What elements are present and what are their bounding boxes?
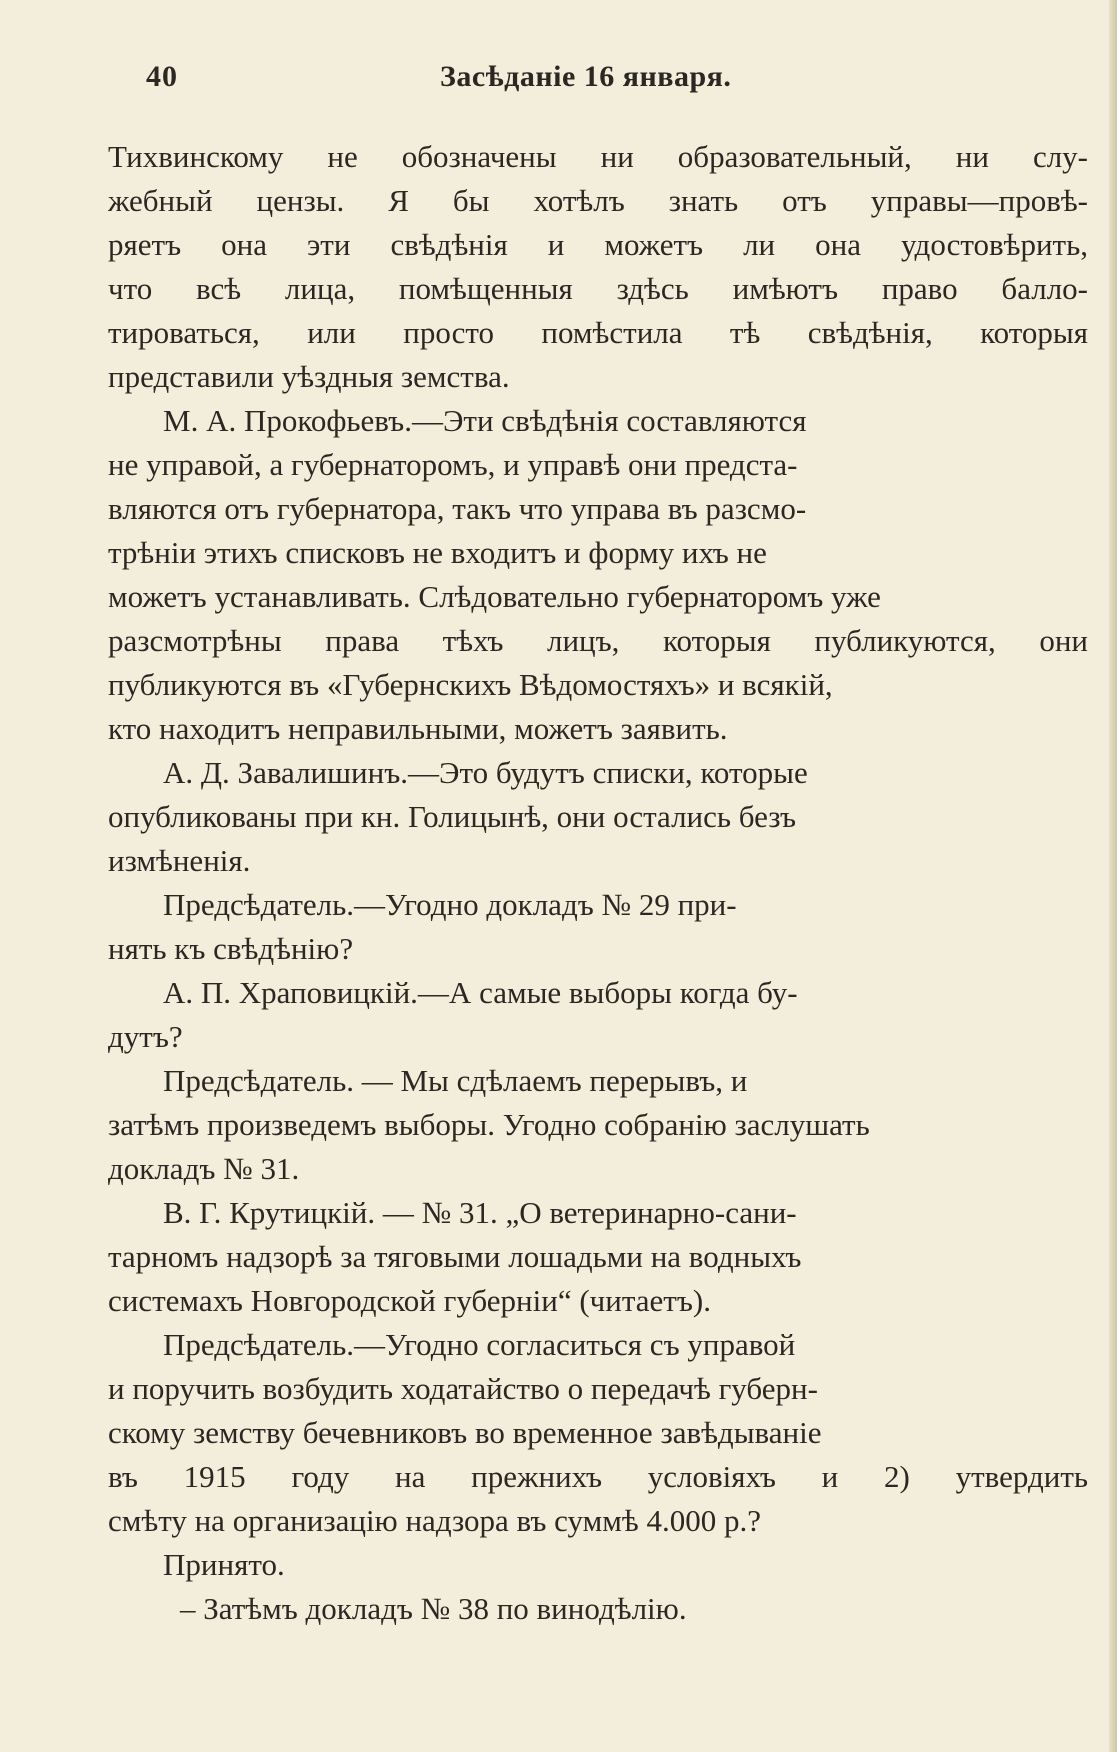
speaker-line: А. Д. Завалишинъ.—Это будутъ списки, которые <box>163 755 808 790</box>
text-line: системахъ Новгородской губерніи“ (читаетъ). <box>108 1283 711 1318</box>
text-line: тарномъ надзорѣ за тяговыми лошадьми на водныхъ <box>108 1239 802 1274</box>
text-line: смѣту на организацію надзора въ суммѣ 4.000 р.? <box>108 1503 761 1538</box>
text-line: измѣненія. <box>108 843 251 878</box>
speaker-line: А. П. Храповицкій.—А самые выборы когда бу- <box>163 975 798 1010</box>
text-line: въ 1915 году на прежнихъ условіяхъ и 2) утвердить <box>108 1459 1088 1494</box>
text-line: трѣніи этихъ списковъ не входитъ и форму ихъ не <box>108 535 767 570</box>
text-line: жебный цензы. Я бы хотѣлъ знать отъ управы—провѣ- <box>108 183 1088 218</box>
speaker-line: Предсѣдатель.—Угодно докладъ № 29 при- <box>163 887 737 922</box>
text-line: представили уѣздныя земства. <box>108 359 510 394</box>
body-text <box>108 135 1088 1631</box>
page-header <box>110 60 1090 104</box>
text-line: – Затѣмъ докладъ № 38 по винодѣлію. <box>180 1591 687 1626</box>
speaker-line: Предсѣдатель.—Угодно согласиться съ управой <box>163 1327 796 1362</box>
text-line: можетъ устанавливать. Слѣдовательно губернаторомъ уже <box>108 579 881 614</box>
text-line: публикуются въ «Губернскихъ Вѣдомостяхъ» и всякій, <box>108 667 833 702</box>
text-line: кто находитъ неправильными, можетъ заявить. <box>108 711 728 746</box>
text-line: Тихвинскому не обозначены ни образовательный, ни слу- <box>108 139 1088 174</box>
text-line: затѣмъ произведемъ выборы. Угодно собранію заслушать <box>108 1107 870 1142</box>
running-title: Засѣданіе 16 января. <box>440 60 732 93</box>
speaker-line: М. А. Прокофьевъ.—Эти свѣдѣнія составляются <box>163 403 807 438</box>
text-line: дутъ? <box>108 1019 183 1054</box>
text-line: скому земству бечевниковъ во временное завѣдываніе <box>108 1415 822 1450</box>
text-line: вляются отъ губернатора, такъ что управа въ разсмо- <box>108 491 807 526</box>
speaker-line: В. Г. Крутицкій. — № 31. „О ветеринарно-сани- <box>163 1195 797 1230</box>
text-line: разсмотрѣны права тѣхъ лицъ, которыя публикуются, они <box>108 623 1088 658</box>
text-line: Принято. <box>163 1547 285 1582</box>
text-line: не управой, а губернаторомъ, и управѣ они предста- <box>108 447 798 482</box>
text-line: опубликованы при кн. Голицынѣ, они остались безъ <box>108 799 797 834</box>
text-line: тироваться, или просто помѣстила тѣ свѣдѣнія, которыя <box>108 315 1088 350</box>
speaker-line: Предсѣдатель. — Мы сдѣлаемъ перерывъ, и <box>163 1063 748 1098</box>
text-line: и поручить возбудить ходатайство о передачѣ губерн- <box>108 1371 818 1406</box>
text-line: докладъ № 31. <box>108 1151 300 1186</box>
text-line: ряетъ она эти свѣдѣнія и можетъ ли она удостовѣрить, <box>108 227 1088 262</box>
page-edge <box>1109 0 1117 1752</box>
text-line: нять къ свѣдѣнію? <box>108 931 354 966</box>
page-number: 40 <box>146 60 178 93</box>
text-line: что всѣ лица, помѣщенныя здѣсь имѣютъ право балло- <box>108 271 1088 306</box>
